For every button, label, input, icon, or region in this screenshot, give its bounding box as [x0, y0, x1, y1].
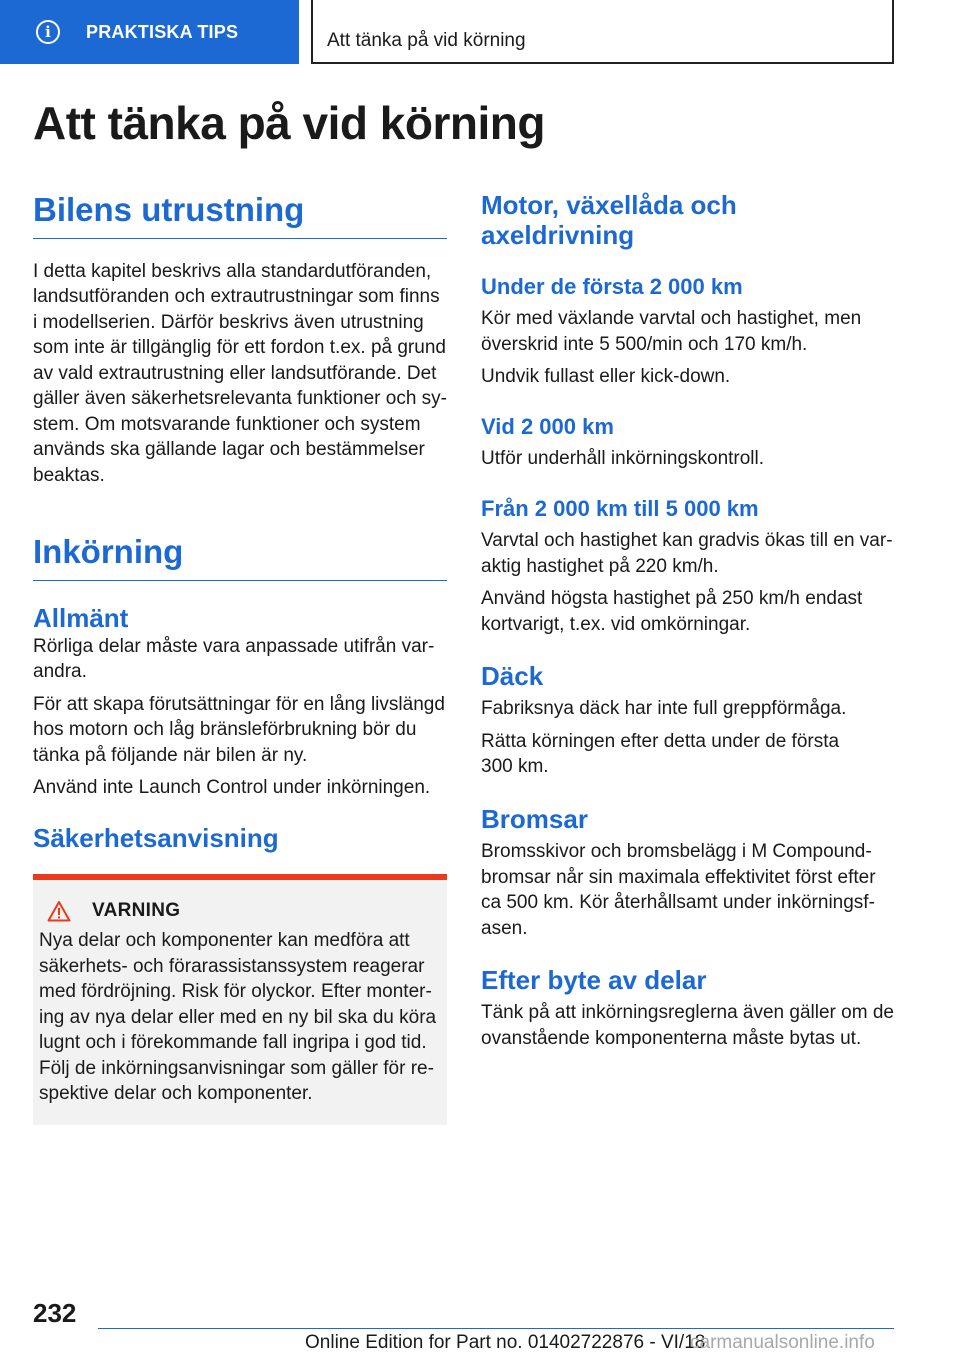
- heading-under-forsta: Under de första 2 000 km: [481, 274, 743, 299]
- heading-fran-2000: Från 2 000 km till 5 000 km: [481, 495, 759, 521]
- page-title: Att tänka på vid körning: [33, 97, 545, 149]
- section-tab-label: PRAKTISKA TIPS: [86, 21, 239, 42]
- efter-paragraph-1: Tänk på att inkörningsreglerna även gäller om de ovanstående komponenterna måste bytas ut.: [481, 1002, 894, 1049]
- left-column: [33, 190, 447, 1125]
- header-section-title-box: [311, 0, 894, 64]
- warning-header: [47, 900, 441, 922]
- section-tab[interactable]: [0, 0, 299, 64]
- warning-title: VARNING: [92, 900, 181, 922]
- footer-edition: Online Edition for Part no. 01402722876 - VI/18: [305, 1332, 706, 1353]
- warning-triangle-icon: [47, 900, 71, 922]
- footer-rule: [98, 1328, 894, 1329]
- heading-dack: Däck: [481, 661, 544, 692]
- allmant-paragraph-2: För att skapa förutsättningar för en lång livslängd hos motorn och låg bränsleförbrukning bör du tänka på följande när bilen är ny.: [33, 693, 445, 766]
- warning-box: [33, 874, 447, 1125]
- heading-motor: Motor, växellåda och axeldrivning: [481, 190, 737, 250]
- bilens-paragraph: I detta kapitel beskrivs alla standardutföranden, landsutföranden och extrautrustningar som finns i modellserien. Därför beskrivs även utrustning som inte är tillgänglig för ett fordon t.ex. på grund av vald extrautrustning eller landsutförande. Det gäller även säkerhetsrelevanta funktioner och sy-stem. Om motsvarande funktioner och system används ska gällande lagar och bestämmelser beaktas.: [33, 260, 448, 486]
- heading-allmant: Allmänt: [33, 602, 129, 633]
- heading-bilens-utrustning: Bilens utrustning: [33, 190, 447, 239]
- heading-vid-2000: Vid 2 000 km: [481, 413, 614, 439]
- warning-text: Nya delar och komponenter kan medföra att säkerhets- och förarassistanssystem reagerar med fördröjning. Risk för olyckor. Efter monter-ing av nya delar eller med en ny bil ska du köra lugnt och i förekommande fall ingripa i god tid. Följ de inkörningsanvisningar som gäller för re-spektive delar och komponenter.: [39, 930, 437, 1105]
- heading-inkorning: Inkörning: [33, 532, 447, 581]
- heading-sakerhetsanvisning: Säkerhetsanvisning: [33, 822, 279, 853]
- right-column: [481, 190, 895, 1051]
- footer-watermark: carmanualsonline.info: [690, 1332, 875, 1353]
- bromsar-paragraph-1: Bromsskivor och bromsbelägg i M Compound-bromsar når sin maximala effektivitet först efter ca 500 km. Kör återhållsamt under inkörningsf-asen.: [481, 841, 876, 939]
- allmant-paragraph-3: Använd inte Launch Control under inkörningen.: [33, 777, 431, 799]
- fran-paragraph-1: Varvtal och hastighet kan gradvis ökas till en var-aktig hastighet på 220 km/h.: [481, 530, 893, 577]
- under-paragraph-1: Kör med växlande varvtal och hastighet, men överskrid inte 5 500/min och 170 km/h.: [481, 308, 862, 355]
- info-icon: i: [36, 20, 60, 44]
- vid-paragraph-1: Utför underhåll inkörningskontroll.: [481, 448, 765, 470]
- page-number: 232: [33, 1298, 77, 1328]
- header-section-title: Att tänka på vid körning: [327, 30, 526, 51]
- under-paragraph-2: Undvik fullast eller kick-down.: [481, 366, 731, 388]
- fran-paragraph-2: Använd högsta hastighet på 250 km/h endast kortvarigt, t.ex. vid omkörningar.: [481, 588, 863, 635]
- allmant-paragraph-1: Rörliga delar måste vara anpassade utifrån var-andra.: [33, 635, 435, 683]
- dack-paragraph-2: Rätta körningen efter detta under de första 300 km.: [481, 730, 840, 778]
- heading-bromsar: Bromsar: [481, 803, 588, 834]
- heading-efter-byte: Efter byte av delar: [481, 965, 707, 996]
- dack-paragraph-1: Fabriksnya däck har inte full greppförmåga.: [481, 698, 847, 720]
